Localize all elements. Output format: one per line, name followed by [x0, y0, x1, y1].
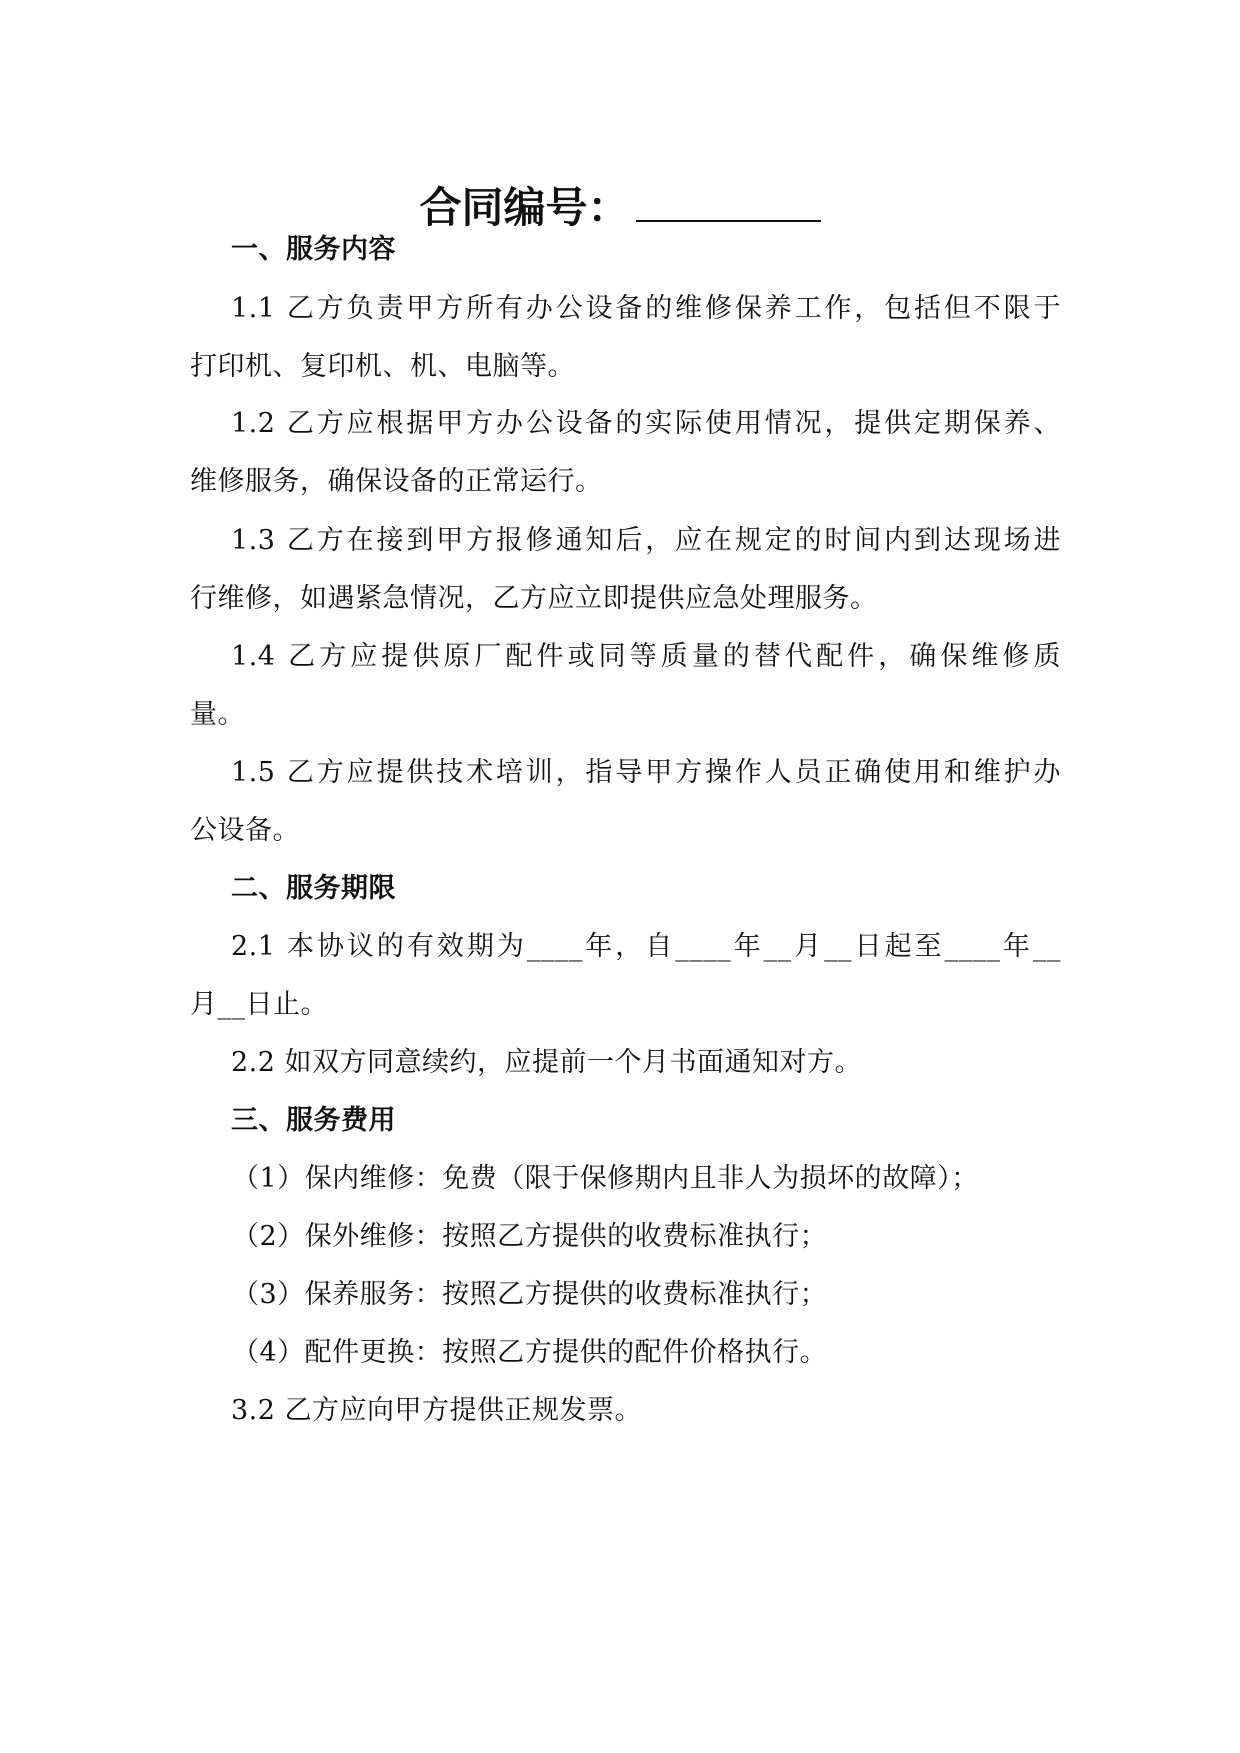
clause-1-5-line-1: 1.5 乙方应提供技术培训，指导甲方操作人员正确使用和维护办 — [231, 757, 1061, 788]
fee-item-4: （4）配件更换：按照乙方提供的配件价格执行。 — [232, 1337, 828, 1368]
clause-1-1-line-2: 打印机、复印机、机、电脑等。 — [190, 351, 575, 382]
clause-1-1-line-1: 1.1 乙方负责甲方所有办公设备的维修保养工作，包括但不限于 — [231, 293, 1061, 324]
clause-2-1-line-2: 月__日止。 — [190, 989, 328, 1020]
clause-1-3-line-1: 1.3 乙方在接到甲方报修通知后，应在规定的时间内到达现场进 — [231, 525, 1061, 556]
contract-number-title — [0, 176, 1240, 238]
clause-1-2-line-1: 1.2 乙方应根据甲方办公设备的实际使用情况，提供定期保养、 — [231, 408, 1061, 439]
section-2-heading: 二、服务期限 — [231, 873, 396, 904]
clause-1-4-line-2: 量。 — [190, 699, 245, 730]
clause-1-5-line-2: 公设备。 — [190, 815, 300, 846]
section-3-heading: 三、服务费用 — [231, 1105, 396, 1136]
section-1-heading: 一、服务内容 — [231, 234, 396, 265]
fee-item-3: （3）保养服务：按照乙方提供的收费标准执行； — [232, 1279, 828, 1310]
clause-2-1-line-1: 2.1 本协议的有效期为____年，自____年__月__日起至____年__ — [231, 931, 1061, 962]
fee-item-2: （2）保外维修：按照乙方提供的收费标准执行； — [232, 1221, 828, 1252]
contract-number-blank — [636, 176, 821, 222]
title-text: 合同编号： — [419, 183, 630, 232]
clause-3-2: 3.2 乙方应向甲方提供正规发票。 — [231, 1395, 643, 1426]
fee-item-1: （1）保内维修：免费（限于保修期内且非人为损坏的故障）； — [232, 1163, 979, 1194]
clause-1-3-line-2: 行维修，如遇紧急情况，乙方应立即提供应急处理服务。 — [190, 583, 878, 614]
clause-1-2-line-2: 维修服务，确保设备的正常运行。 — [190, 466, 603, 497]
clause-2-2: 2.2 如双方同意续约，应提前一个月书面通知对方。 — [231, 1047, 863, 1078]
clause-1-4-line-1: 1.4 乙方应提供原厂配件或同等质量的替代配件，确保维修质 — [231, 641, 1061, 672]
